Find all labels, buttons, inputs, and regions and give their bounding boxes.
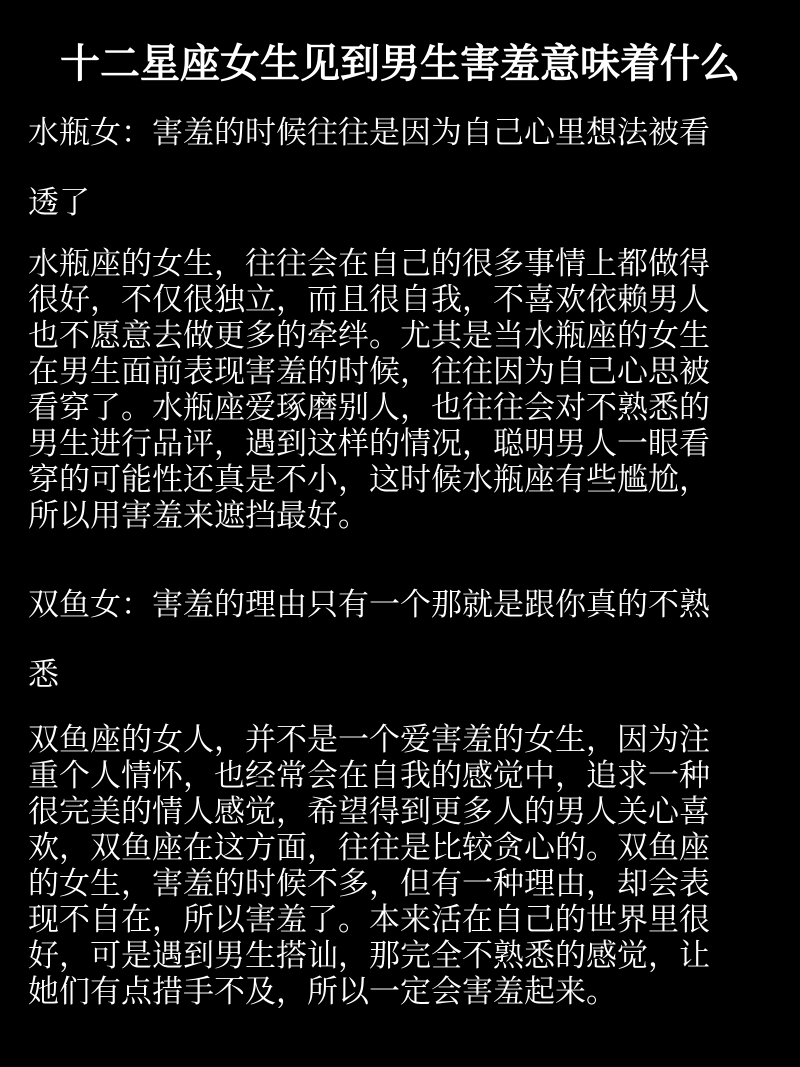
body-line: 也不愿意去做更多的牵绊。尤其是当水瓶座的女生	[28, 318, 710, 354]
body-line: 好，可是遇到男生搭讪，那完全不熟悉的感觉，让	[28, 938, 710, 974]
body-line: 重个人情怀，也经常会在自我的感觉中，追求一种	[28, 758, 710, 794]
body-line: 欢，双鱼座在这方面，往往是比较贪心的。双鱼座	[28, 830, 710, 866]
section-aquarius-heading	[28, 98, 788, 238]
page-title: 十二星座女生见到男生害羞意味着什么	[60, 41, 740, 87]
section-pisces-body	[28, 722, 788, 1010]
body-line: 男生进行品评，遇到这样的情况，聪明男人一眼看	[28, 426, 710, 462]
heading-line: 透了	[28, 185, 90, 221]
body-line: 看穿了。水瓶座爱琢磨别人，也往往会对不熟悉的	[28, 390, 710, 426]
body-line: 在男生面前表现害羞的时候，往往因为自己心思被	[28, 354, 710, 390]
body-line: 所以用害羞来遮挡最好。	[28, 498, 369, 534]
body-line: 很完美的情人感觉，希望得到更多人的男人关心喜	[28, 794, 710, 830]
section-aquarius-body	[28, 246, 788, 534]
heading-line: 水瓶女：害羞的时候往往是因为自己心里想法被看	[28, 115, 710, 151]
section-pisces-heading	[28, 570, 788, 710]
body-line: 她们有点措手不及，所以一定会害羞起来。	[28, 974, 617, 1010]
body-line: 很好，不仅很独立，而且很自我，不喜欢依赖男人	[28, 282, 710, 318]
body-line: 现不自在，所以害羞了。本来活在自己的世界里很	[28, 902, 710, 938]
body-line: 穿的可能性还真是不小，这时候水瓶座有些尴尬，	[28, 462, 710, 498]
body-line: 双鱼座的女人，并不是一个爱害羞的女生，因为注	[28, 722, 710, 758]
body-line: 水瓶座的女生，往往会在自己的很多事情上都做得	[28, 246, 710, 282]
body-line: 的女生，害羞的时候不多，但有一种理由，却会表	[28, 866, 710, 902]
heading-line: 双鱼女：害羞的理由只有一个那就是跟你真的不熟	[28, 587, 710, 623]
heading-line: 悉	[28, 657, 59, 693]
